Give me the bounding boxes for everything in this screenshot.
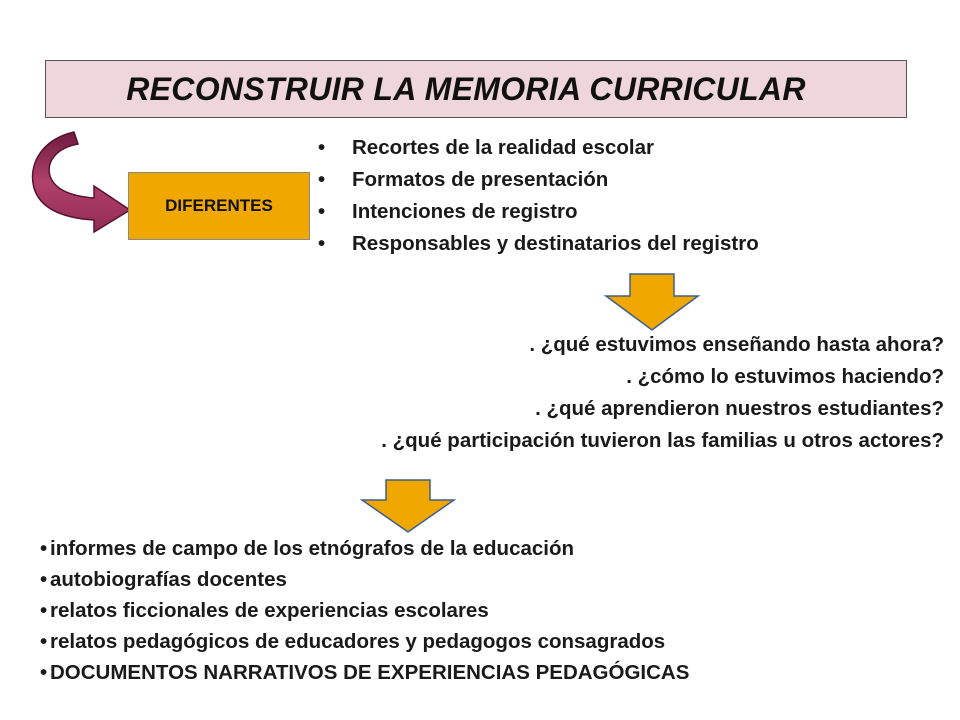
bullet-icon: • (40, 599, 48, 622)
list-item: • Intenciones de registro (318, 196, 759, 228)
list-item: • Recortes de la realidad escolar (318, 132, 759, 164)
bullet-icon: • (318, 136, 326, 159)
diferentes-box (128, 172, 310, 240)
list-item: • Formatos de presentación (318, 164, 759, 196)
down-arrow-icon (360, 478, 456, 534)
title-box (45, 60, 907, 118)
bullet-icon: • (318, 168, 326, 191)
question-item: . ¿qué aprendieron nuestros estudiantes? (535, 397, 944, 420)
list-item: • Responsables y destinatarios del registro (318, 228, 759, 260)
bullet-icon: • (318, 232, 326, 255)
list-item: • DOCUMENTOS NARRATIVOS DE EXPERIENCIAS PEDAGÓGICAS (40, 657, 689, 688)
top-bullet-list (318, 132, 759, 260)
question-list (381, 329, 944, 457)
page-title: RECONSTRUIR LA MEMORIA CURRICULAR (126, 70, 806, 107)
question-item: . ¿qué participación tuvieron las familias u otros actores? (381, 429, 944, 452)
down-arrow-icon (604, 272, 700, 332)
question-item: . ¿cómo lo estuvimos haciendo? (626, 365, 944, 388)
bottom-bullet-list (40, 533, 689, 688)
bullet-icon: • (318, 200, 326, 223)
bullet-icon: • (40, 630, 48, 653)
bullet-icon: • (40, 568, 48, 591)
list-item: • relatos pedagógicos de educadores y pedagogos consagrados (40, 626, 689, 657)
diferentes-label: DIFERENTES (165, 196, 273, 215)
bullet-icon: • (40, 537, 48, 560)
list-item: • relatos ficcionales de experiencias escolares (40, 595, 689, 626)
list-item: • autobiografías docentes (40, 564, 689, 595)
list-item: • informes de campo de los etnógrafos de la educación (40, 533, 689, 564)
bullet-icon: • (40, 661, 48, 684)
question-item: . ¿qué estuvimos enseñando hasta ahora? (529, 333, 944, 356)
